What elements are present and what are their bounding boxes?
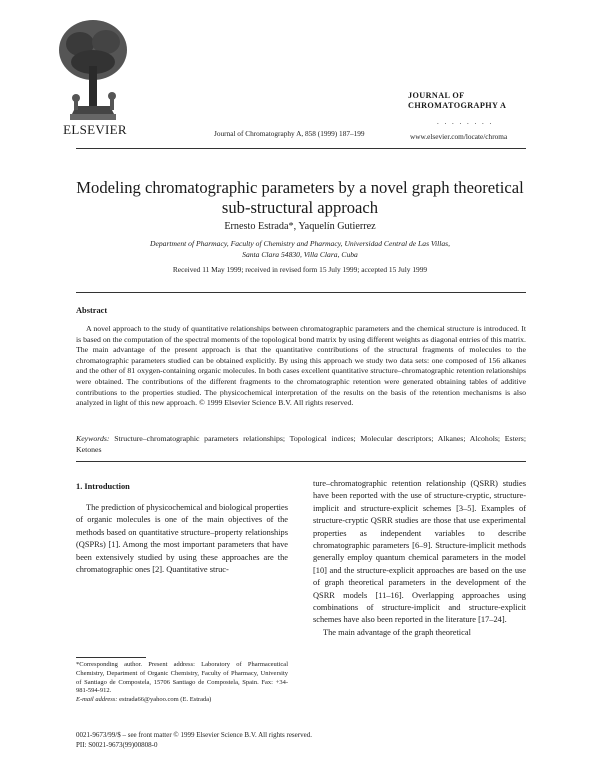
publisher-name: ELSEVIER (63, 122, 127, 137)
received-dates: Received 11 May 1999; received in revised form 15 July 1999; accepted 15 July 1999 (172, 265, 428, 274)
email-label: E-mail address: (76, 696, 118, 704)
abstract-top-divider (76, 292, 526, 293)
journal-url-link[interactable]: www.elsevier.com/locate/chroma (410, 132, 508, 141)
footer-line2: PII: S0021-9673(99)00808-0 (76, 741, 158, 749)
introduction-right-column (313, 478, 526, 639)
corresponding-author-footnote (76, 661, 288, 705)
author-affiliation (60, 239, 540, 260)
introduction-right-paragraph2: The main advantage of the graph theoretical (323, 627, 471, 637)
email-address: estrada66@yahoo.com (E. Estrada) (117, 696, 212, 704)
introduction-left-column: The prediction of physicochemical and biological properties of organic molecules is one of the main objectives of the methods based on quantitative structure–property relationships (QSPRs) [1]. Among the most important parameters that have been extensively studied by using these approaches are the chromatographic ones [2]. Quantitative struc- (76, 503, 288, 575)
affiliation-line2: Santa Clara 54830, Villa Clara, Cuba (242, 249, 358, 259)
journal-name-line2: CHROMATOGRAPHY A (408, 101, 507, 110)
journal-brand (408, 91, 506, 111)
journal-name-line1: JOURNAL OF (408, 91, 465, 100)
keywords-list: Structure–chromatographic parameters relationships; Topological indices; Molecular descriptors; Alkanes; Alcohols; Esters; Ketones (76, 434, 526, 454)
abstract-body: A novel approach to the study of quantitative relationships between chromatographic parameters and the chemical structure is introduced. It is based on the computation of the spectral moments of the topological bond matrix by using different weights as diagonal entries of this matrix. The main advantage of the present approach is that the quantitative contributions of the structural fragments of molecules to the chromatographic parameters studied can be obtained explicitly. By using this approach we study two data sets: one composed of 156 alkanes and the other of 81 oxygen-containing organic molecules. In both cases excellent quantitative structure–chromatographic retention relationships were obtained. The contributions of the different fragments to the chromatographic retention were generated obtaining tables of additive contributions to the properties studied. The physicochemical interpretation of the results on the basis of the retention mechanisms is also analyzed in light of this new approach. © 1999 Elsevier Science B.V. All rights reserved. (76, 324, 526, 408)
affiliation-line1: Department of Pharmacy, Faculty of Chemistry and Pharmacy, Universidad Central de Las Villas, (150, 239, 450, 248)
footnote-email (76, 696, 288, 705)
abstract-heading: Abstract (76, 306, 108, 315)
footnote-text: *Corresponding author. Present address: Laboratory of Pharmaceutical Chemistry, Department of Organic Chemistry, Faculty of Pharmacy, University of Santiago de Compostela, 15706 Santiago de Compostela, Spain. Fax: +34-981-594-912. (76, 661, 288, 695)
footer-line1: 0021-9673/99/$ – see front matter © 1999 Elsevier Science B.V. All rights reserved. (76, 731, 312, 739)
journal-brand-dots: . . . . . . . . (437, 118, 494, 126)
page-footer (76, 730, 312, 750)
article-title: Modeling chromatographic parameters by a novel graph theoretical sub-structural approach (76, 178, 524, 217)
keywords-label: Keywords: (76, 434, 110, 443)
introduction-heading: 1. Introduction (76, 482, 130, 491)
header-divider (76, 148, 526, 149)
article-authors: Ernesto Estrada*, Yaquelín Gutierrez (224, 221, 376, 232)
introduction-right-paragraph1: ture–chromatographic retention relationship (QSRR) studies have been reported with the use of structure-cryptic, structure-implicit and structure-explicit schemes [3–5]. Examples of structure-cryptic QSRR studies are those that use experimental properties as independent variables to describe chromatographic parameters [6–9]. Structure-implicit methods generally employ quantum chemical parameters in the model [10] and the structure-explicit approaches are based on the use of graph theoretical parameters in the development of the QSRR models [11–16]. Overlapping approaches using combinations of structure-implicit and structure-explicit schemes have also been reported in the literature [17–24]. (313, 479, 526, 625)
elsevier-tree-logo-icon (56, 14, 130, 122)
keywords (76, 434, 526, 455)
abstract-bottom-divider (76, 461, 526, 462)
journal-citation: Journal of Chromatography A, 858 (1999) 187–199 (214, 129, 365, 138)
footnote-divider (76, 657, 146, 658)
